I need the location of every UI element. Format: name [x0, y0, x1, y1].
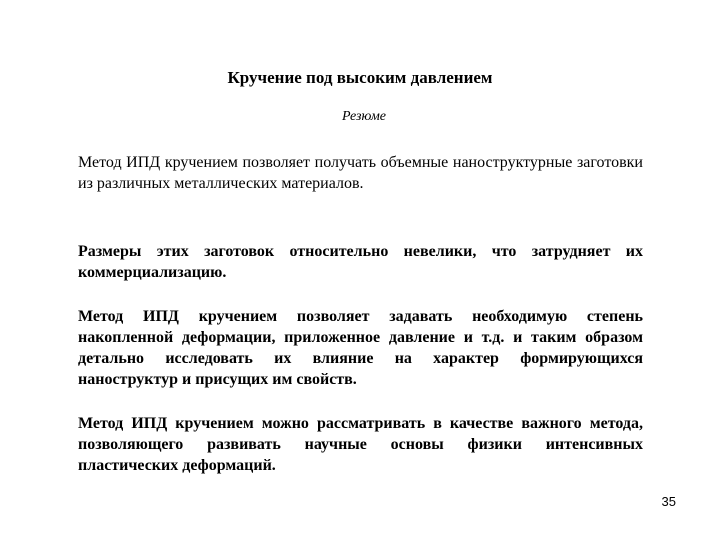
summary-paragraph-3: Метод ИПД кручением позволяет задавать необходимую степень накопленной деформации, приложенное давление и т.д. и таким образом детально исследовать их влияние на характер формирующихся наноструктур и присущих им свойств.: [78, 308, 643, 388]
summary-paragraph-4: Метод ИПД кручением можно рассматривать в качестве важного метода, позволяющего развивать научные основы физики интенсивных пластических деформаций.: [78, 415, 643, 474]
summary-paragraph-1: Метод ИПД кручением позволяет получать объемные наноструктурные заготовки из различных металлических материалов.: [78, 154, 643, 192]
summary-paragraph-2: Размеры этих заготовок относительно невелики, что затрудняет их коммерциализацию.: [78, 243, 643, 281]
slide-subtitle: Резюме: [341, 109, 387, 124]
page-number: 35: [661, 494, 676, 509]
slide-title: Кручение под высоким давлением: [227, 68, 493, 87]
